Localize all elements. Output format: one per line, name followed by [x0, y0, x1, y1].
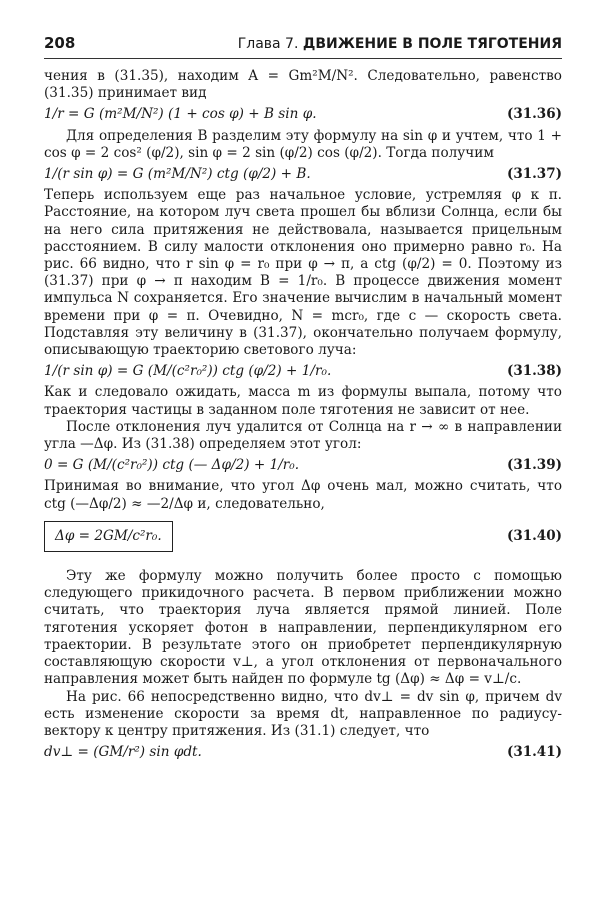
book-page	[44, 34, 562, 761]
chapter-label: Глава 7.	[237, 36, 299, 52]
paragraph: чения в (31.35), находим A = Gm²M/N². Следовательно, равенство (31.35) принимает вид	[44, 68, 562, 102]
paragraph: Для определения B разделим эту формулу на sin φ и учтем, что 1 + cos φ = 2 cos² (φ/2), sin φ = 2 sin (φ/2) cos (φ/2). Тогда получим	[44, 127, 562, 161]
equation-31-40	[44, 521, 562, 552]
equation-formula: 0 = G (M/(c²r₀²)) ctg (— Δφ/2) + 1/r₀.	[44, 457, 300, 474]
paragraph: После отклонения луч удалится от Солнца на r → ∞ в направлении угла —Δφ. Из (31.38) определяем этот угол:	[44, 418, 562, 453]
paragraph: Принимая во внимание, что угол Δφ очень мал, можно считать, что ctg (—Δφ/2) ≈ —2/Δφ и, следовательно,	[44, 478, 562, 512]
equation-31-38	[44, 363, 562, 380]
equation-31-39	[44, 457, 562, 474]
equation-number: (31.36)	[506, 106, 562, 123]
equation-formula: dv⊥ = (GM/r²) sin φdt.	[44, 744, 202, 761]
equation-number: (31.39)	[506, 457, 562, 474]
equation-number: (31.41)	[506, 744, 562, 761]
equation-number: (31.40)	[506, 527, 562, 544]
paragraph: Теперь используем еще раз начальное условие, устремляя φ к π. Расстояние, на котором луч света прошел бы вблизи Солнца, если бы на него сила притяжения не действовала, называется прицельным расстоянием. В силу малости отклонения оно примерно равно r₀. На рис. 66 видно, что r sin φ = r₀ при φ → π, а ctg (φ/2) = 0. Поэтому из (31.37) при φ → π находим B = 1/r₀. В процессе движения момент импульса N сохраняется. Его значение вычислим в начальный момент времени при φ = π. Очевидно, N = mcr₀, где c — скорость света. Подставляя эту величину в (31.37), окончательно получаем формулу, описывающую траекторию светового луча:	[44, 187, 562, 359]
equation-31-36	[44, 106, 562, 123]
chapter-title: ДВИЖЕНИЕ В ПОЛЕ ТЯГОТЕНИЯ	[302, 36, 562, 52]
boxed-formula: Δφ = 2GM/c²r₀.	[44, 521, 173, 552]
equation-31-37	[44, 166, 562, 183]
paragraph: Эту же формулу можно получить более просто с помощью следующего прикидочного расчета. В первом приближении можно считать, что траектория луча является прямой линией. Поле тяготения ускоряет фотон в направлении, перпендикулярном его траектории. В результате этого он приобретет перпендикулярную составляющую скорости v⊥, а угол отклонения от первоначального направления может быть найден по формуле tg (Δφ) ≈ Δφ = v⊥/c.	[44, 568, 562, 688]
running-title	[238, 36, 562, 52]
equation-number: (31.37)	[506, 166, 562, 183]
paragraph: Как и следовало ожидать, масса m из формулы выпала, потому что траектория частицы в заданном поле тяготения не зависит от нее.	[44, 384, 562, 418]
equation-number: (31.38)	[506, 363, 562, 380]
equation-formula: 1/r = G (m²M/N²) (1 + cos φ) + B sin φ.	[44, 106, 317, 123]
equation-formula: 1/(r sin φ) = G (m²M/N²) ctg (φ/2) + B.	[44, 166, 311, 183]
equation-formula: 1/(r sin φ) = G (M/(c²r₀²)) ctg (φ/2) + 1/r₀.	[44, 363, 332, 380]
header-rule	[44, 58, 562, 59]
paragraph: На рис. 66 непосредственно видно, что dv⊥ = dv sin φ, причем dv есть изменение скорости за время dt, направленное по радиусу-вектору к центру притяжения. Из (31.1) следует, что	[44, 688, 562, 739]
page-header	[44, 34, 562, 60]
page-number: 208	[44, 34, 76, 52]
equation-31-41	[44, 744, 562, 761]
page-body	[44, 68, 562, 765]
